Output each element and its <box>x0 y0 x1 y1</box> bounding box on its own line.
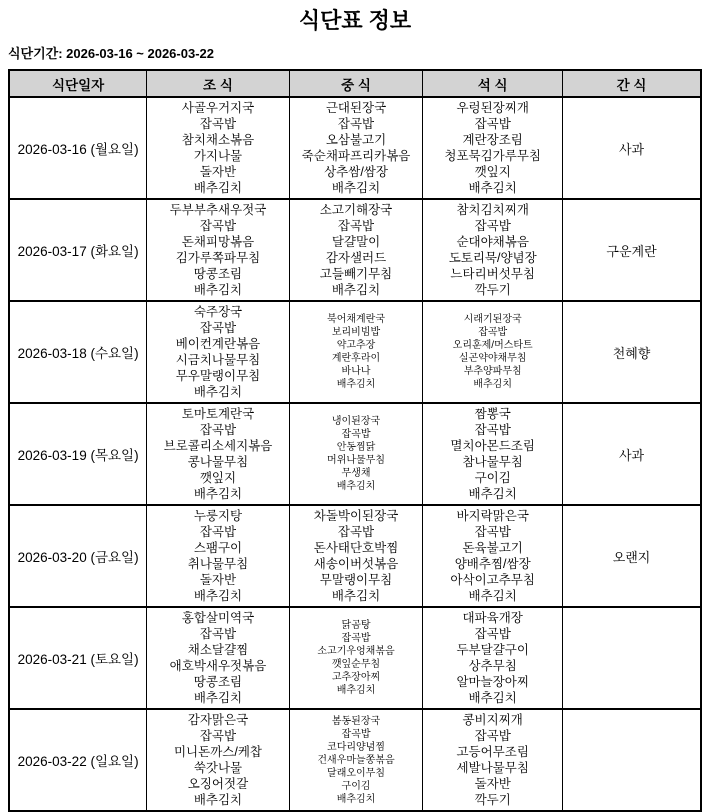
meal-row <box>9 301 701 403</box>
snack-cell: 구운계란 <box>563 199 701 301</box>
menu-item: 돌자반 <box>474 777 511 791</box>
dinner-cell <box>423 709 563 811</box>
menu-item: 시금치나물무침 <box>175 353 261 367</box>
table-header-row <box>9 70 701 97</box>
menu-item: 닭곰탕 <box>341 620 371 631</box>
menu-item: 배추김치 <box>473 379 512 390</box>
menu-item: 가지나물 <box>193 149 243 163</box>
meal-row <box>9 505 701 607</box>
menu-item: 멸치아몬드조림 <box>450 439 535 453</box>
menu-item: 소고기해장국 <box>319 203 393 217</box>
date-cell: 2026-03-16 (월요일) <box>9 97 147 199</box>
lunch-cell <box>289 199 423 301</box>
menu-item: 배추김치 <box>336 481 376 492</box>
snack-cell: 사과 <box>563 403 701 505</box>
snack-cell: 천혜향 <box>563 301 701 403</box>
menu-item: 베이컨계란볶음 <box>175 337 261 351</box>
menu-item: 잡곡밥 <box>199 627 237 641</box>
menu-item: 애호박새우젓볶음 <box>169 659 267 673</box>
menu-item: 감자샐러드 <box>325 251 387 265</box>
menu-item: 북어채계란국 <box>327 314 385 325</box>
date-cell: 2026-03-19 (목요일) <box>9 403 147 505</box>
menu-item: 배추김치 <box>331 181 381 195</box>
meal-row <box>9 403 701 505</box>
menu-item: 건새우마늘쫑볶음 <box>317 754 395 766</box>
header-lunch: 중 식 <box>289 70 423 97</box>
dinner-cell <box>423 97 563 199</box>
menu-item: 잡곡밥 <box>337 117 375 131</box>
menu-item: 돈육불고기 <box>462 541 523 555</box>
dinner-cell <box>423 607 563 709</box>
menu-item: 잡곡밥 <box>199 729 237 743</box>
lunch-cell <box>289 403 423 505</box>
menu-item: 무생채 <box>341 468 371 479</box>
header-snack: 간 식 <box>563 70 701 97</box>
menu-item: 청포묵김가루무침 <box>444 149 541 163</box>
menu-item: 대파육개장 <box>462 611 523 625</box>
menu-item: 구이김 <box>474 471 511 485</box>
dinner-cell <box>423 505 563 607</box>
menu-item: 무말랭이무침 <box>319 573 393 587</box>
menu-item: 스팸구이 <box>193 541 243 555</box>
menu-item: 배추김치 <box>468 487 517 501</box>
lunch-cell <box>289 97 423 199</box>
date-cell: 2026-03-17 (화요일) <box>9 199 147 301</box>
menu-item: 느타리버섯무침 <box>450 267 535 281</box>
date-cell: 2026-03-22 (일요일) <box>9 709 147 811</box>
menu-item: 콩나물무침 <box>187 455 249 469</box>
menu-item: 바지락맑은국 <box>456 509 529 523</box>
period-label: 식단기간: 2026-03-16 ~ 2026-03-22 <box>8 46 214 61</box>
menu-item: 잡곡밥 <box>337 525 375 539</box>
breakfast-cell <box>147 301 290 403</box>
menu-item: 돈사태단호박찜 <box>313 541 399 555</box>
menu-item: 감자맑은국 <box>187 713 249 727</box>
breakfast-cell <box>147 505 290 607</box>
menu-item: 배추김치 <box>193 589 243 603</box>
menu-item: 두부달걀구이 <box>456 643 529 657</box>
menu-item: 사골우거지국 <box>181 101 255 115</box>
dinner-cell <box>423 301 563 403</box>
menu-item: 잡곡밥 <box>199 321 237 335</box>
menu-item: 아삭이고추무침 <box>450 573 535 587</box>
menu-item: 배추김치 <box>193 283 243 297</box>
meal-row <box>9 709 701 811</box>
menu-item: 잡곡밥 <box>199 423 237 437</box>
breakfast-cell <box>147 607 290 709</box>
menu-item: 우렁된장찌개 <box>456 101 529 115</box>
menu-item: 알마늘장아찌 <box>456 675 529 689</box>
lunch-cell <box>289 709 423 811</box>
menu-item: 양배추찜/쌈장 <box>454 557 531 571</box>
menu-item: 죽순채파프리카볶음 <box>301 149 411 163</box>
meal-plan-table <box>8 69 702 812</box>
menu-item: 배추김치 <box>193 385 243 399</box>
menu-item: 잡곡밥 <box>341 633 371 644</box>
menu-item: 배추김치 <box>336 793 376 805</box>
menu-item: 잡곡밥 <box>474 219 511 233</box>
menu-item: 잡곡밥 <box>474 627 511 641</box>
menu-item: 홍합살미역국 <box>181 611 255 625</box>
menu-item: 약고추장 <box>336 340 376 351</box>
menu-item: 코다리양념찜 <box>327 741 385 753</box>
menu-item: 잡곡밥 <box>337 219 375 233</box>
menu-item: 김가루쪽파무침 <box>175 251 261 265</box>
snack-cell: 사과 <box>563 97 701 199</box>
menu-item: 바나나 <box>341 366 371 377</box>
menu-item: 깍두기 <box>474 793 511 807</box>
menu-item: 브로콜리소세지볶음 <box>163 439 273 453</box>
page-title: 식단표 정보 <box>298 8 412 33</box>
menu-item: 두부부추새우젓국 <box>169 203 267 217</box>
menu-item: 배추김치 <box>193 793 243 807</box>
menu-item: 땅콩조림 <box>193 675 243 689</box>
menu-item: 잡곡밥 <box>199 117 237 131</box>
menu-item: 배추김치 <box>193 181 243 195</box>
menu-item: 참치김치찌개 <box>456 203 529 217</box>
menu-item: 순대야채볶음 <box>456 235 529 249</box>
menu-item: 참치채소볶음 <box>181 133 255 147</box>
menu-item: 미니돈까스/케찹 <box>173 745 262 759</box>
lunch-cell <box>289 607 423 709</box>
menu-item: 고들빼기무침 <box>319 267 393 281</box>
menu-item: 숙주장국 <box>193 305 243 319</box>
menu-item: 배추김치 <box>331 283 381 297</box>
menu-item: 잡곡밥 <box>199 219 237 233</box>
lunch-cell <box>289 505 423 607</box>
menu-item: 토마토계란국 <box>181 407 255 421</box>
menu-item: 배추김치 <box>331 589 381 603</box>
date-cell: 2026-03-18 (수요일) <box>9 301 147 403</box>
menu-item: 잡곡밥 <box>474 117 511 131</box>
menu-item: 배추김치 <box>193 691 243 705</box>
header-dinner: 석 식 <box>423 70 563 97</box>
menu-item: 오리훈제/머스타트 <box>452 340 533 351</box>
menu-item: 잡곡밥 <box>341 728 371 740</box>
menu-item: 잡곡밥 <box>341 429 371 440</box>
menu-item: 돌자반 <box>199 165 237 179</box>
menu-item: 콩비지찌개 <box>462 713 523 727</box>
menu-item: 배추김치 <box>336 379 376 390</box>
menu-item: 잡곡밥 <box>474 729 511 743</box>
menu-item: 무우말랭이무침 <box>175 369 261 383</box>
breakfast-cell <box>147 403 290 505</box>
menu-item: 채소달걀찜 <box>187 643 249 657</box>
menu-item: 깻잎지 <box>199 471 237 485</box>
breakfast-cell <box>147 199 290 301</box>
menu-item: 배추김치 <box>336 685 376 696</box>
menu-item: 구이김 <box>341 780 371 792</box>
menu-item: 쑥갓나물 <box>193 761 243 775</box>
menu-item: 잡곡밥 <box>478 327 508 338</box>
date-cell: 2026-03-20 (금요일) <box>9 505 147 607</box>
menu-item: 근대된장국 <box>325 101 387 115</box>
menu-item: 냉이된장국 <box>331 416 381 427</box>
menu-item: 머위나물무침 <box>327 455 385 466</box>
menu-item: 참나물무침 <box>462 455 523 469</box>
menu-item: 깻잎지 <box>474 165 511 179</box>
menu-item: 잡곡밥 <box>474 423 511 437</box>
menu-item: 부추양파무침 <box>463 366 522 377</box>
menu-item: 시래기된장국 <box>463 314 522 325</box>
menu-item: 잡곡밥 <box>474 525 511 539</box>
menu-item: 소고기우엉채볶음 <box>317 646 395 657</box>
menu-item: 오징어젓갈 <box>187 777 249 791</box>
meal-row <box>9 97 701 199</box>
menu-item: 계란장조림 <box>462 133 523 147</box>
menu-item: 땅콩조림 <box>193 267 243 281</box>
menu-item: 깻잎순무침 <box>331 659 381 670</box>
header-date: 식단일자 <box>9 70 147 97</box>
menu-item: 세발나물무침 <box>456 761 529 775</box>
menu-item: 상추무침 <box>468 659 517 673</box>
snack-cell <box>563 709 701 811</box>
menu-item: 누룽지탕 <box>193 509 243 523</box>
dinner-cell <box>423 403 563 505</box>
menu-item: 계란후라이 <box>331 353 381 364</box>
menu-item: 돌자반 <box>199 573 237 587</box>
meal-row <box>9 199 701 301</box>
menu-item: 배추김치 <box>193 487 243 501</box>
menu-item: 새송이버섯볶음 <box>313 557 399 571</box>
lunch-cell <box>289 301 423 403</box>
dinner-cell <box>423 199 563 301</box>
menu-item: 달걀말이 <box>331 235 381 249</box>
menu-item: 도토리묵/양념장 <box>448 251 537 265</box>
menu-item: 고추장아찌 <box>331 672 381 683</box>
snack-cell <box>563 607 701 709</box>
menu-item: 배추김치 <box>468 181 517 195</box>
menu-item: 실곤약야채무침 <box>458 353 527 364</box>
menu-item: 취나물무침 <box>187 557 249 571</box>
snack-cell: 오랜지 <box>563 505 701 607</box>
menu-item: 배추김치 <box>468 691 517 705</box>
menu-item: 봄동된장국 <box>331 715 381 727</box>
menu-item: 보리비빔밥 <box>331 327 381 338</box>
menu-item: 상추쌈/쌈장 <box>324 165 388 179</box>
menu-item: 고등어무조림 <box>456 745 529 759</box>
menu-item: 짬뽕국 <box>474 407 511 421</box>
menu-item: 돈채피망볶음 <box>181 235 255 249</box>
breakfast-cell <box>147 97 290 199</box>
menu-item: 달래오이무침 <box>327 767 385 779</box>
header-breakfast: 조 식 <box>147 70 290 97</box>
menu-item: 차돌박이된장국 <box>313 509 399 523</box>
breakfast-cell <box>147 709 290 811</box>
meal-row <box>9 607 701 709</box>
date-cell: 2026-03-21 (토요일) <box>9 607 147 709</box>
menu-item: 잡곡밥 <box>199 525 237 539</box>
menu-item: 깍두기 <box>474 283 511 297</box>
menu-item: 오삼불고기 <box>325 133 387 147</box>
menu-item: 안동찜닭 <box>336 442 376 453</box>
menu-item: 배추김치 <box>468 589 517 603</box>
